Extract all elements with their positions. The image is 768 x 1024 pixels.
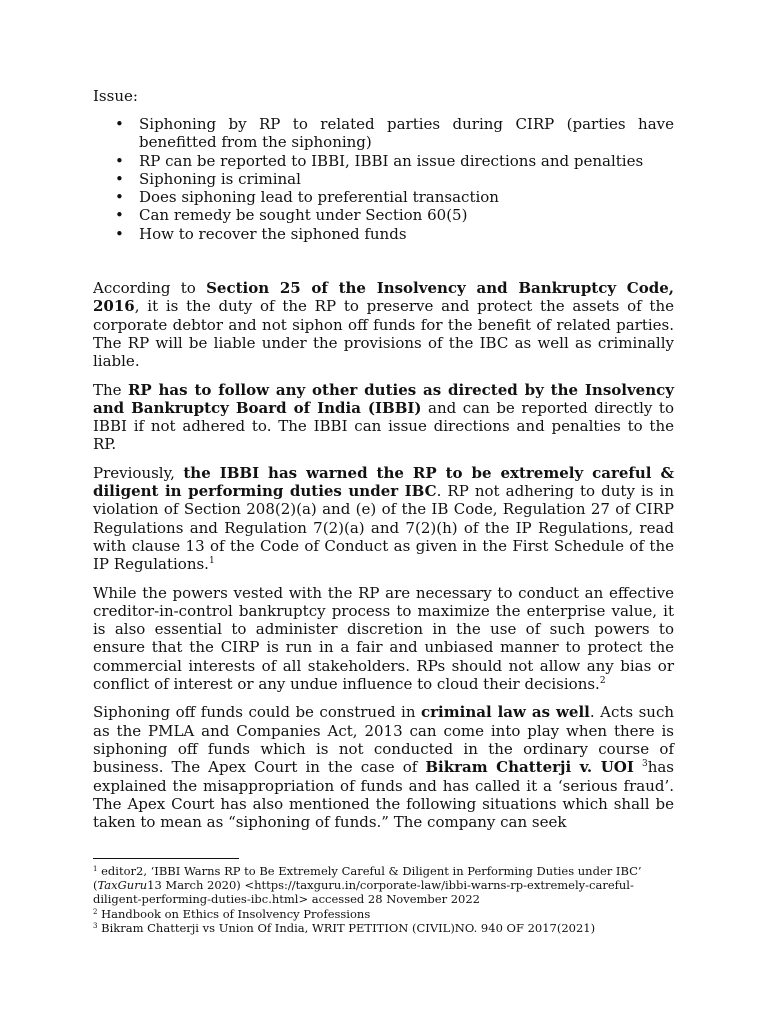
page-content	[93, 87, 674, 841]
bold-run: Bikram Chatterji v. UOI	[425, 758, 634, 777]
footnote-number: 2	[93, 907, 98, 916]
text-run: The	[93, 380, 128, 399]
bold-run: Section 25 of the Insolvency and Bankruptcy Code, 2016	[93, 279, 674, 316]
text-run: . Acts such as the PMLA and Companies Act, 2013 can come into play when there is siphoning off funds which is not conducted in the ordinary course of business. The Apex Court in the case of	[93, 703, 675, 777]
footnote-number: 3	[93, 921, 98, 930]
text-run: . RP not adhering to duty is in violation of Section 208(2)(a) and (e) of the IB Code, Regulation 27 of CIRP Regulations and Regulation 7(2)(a) and 7(2)(h) of the IP Regulations, read with clause 13 of the Code of Conduct as given in the First Schedule of the IP Regulations.	[93, 482, 674, 574]
text-run: and can be reported directly to IBBI if not adhered to. The IBBI can issue directions and penalties to the RP.	[93, 398, 674, 454]
footnote-ref[interactable]: 1	[208, 556, 215, 567]
footnote-text: editor2, ‘IBBI Warns RP to Be Extremely Careful & Diligent in Performing Duties under IBC’ (	[93, 864, 642, 893]
paragraph-section-25	[93, 279, 674, 370]
issue-item: • Can remedy be sought under Section 60(5)	[93, 206, 674, 224]
bold-run: RP has to follow any other duties as directed by the Insolvency and Bankruptcy Board of India (IBBI)	[93, 380, 674, 417]
footnote-italic: TaxGuru	[97, 878, 148, 893]
text-run: has explained the misappropriation of funds and has called it a ‘serious fraud’. The Apex Court has also mentioned the following situations which shall be taken to mean as “siphoning of funds.” The company can seek	[93, 758, 674, 832]
footnote-number: 1	[93, 865, 98, 873]
footnotes	[93, 864, 674, 935]
footnote-separator	[93, 858, 239, 859]
footnote-text: 13 March 2020) <https://taxguru.in/corporate-law/ibbi-warns-rp-extremely-careful-diligent-performing-duties-ibc.html> accessed 28 November 2022	[93, 878, 634, 907]
issue-item: • RP can be reported to IBBI, IBBI an issue directions and penalties	[93, 152, 674, 170]
paragraph-ibbi-warning	[93, 464, 674, 574]
paragraph-rp-powers	[93, 584, 674, 694]
text-run: Previously,	[93, 463, 184, 482]
issue-item: • Siphoning by RP to related parties during CIRP (parties have benefitted from the siphoning)	[93, 115, 674, 152]
paragraph-rp-duties	[93, 381, 674, 454]
issue-heading: Issue:	[93, 87, 138, 105]
footnote-1	[93, 864, 674, 907]
bold-run: criminal law as well	[421, 703, 590, 722]
footnote-ref[interactable]: 2	[599, 676, 606, 687]
issue-item: • How to recover the siphoned funds	[93, 225, 674, 243]
footnote-2	[93, 907, 674, 921]
footnote-text: Bikram Chatterji vs Union Of India, WRIT PETITION (CIVIL)NO. 940 OF 2017(2021)	[101, 920, 596, 935]
footnote-text: Handbook on Ethics of Insolvency Professions	[101, 906, 371, 921]
issue-item: • Does siphoning lead to preferential transaction	[93, 188, 674, 206]
issue-item: • Siphoning is criminal	[93, 170, 674, 188]
text-run: According to	[93, 279, 207, 298]
footnote-3	[93, 921, 674, 935]
bold-run: the IBBI has warned the RP to be extremely careful & diligent in performing duties under IBC	[93, 463, 674, 501]
text-run: While the powers vested with the RP are necessary to conduct an effective creditor-in-control bankruptcy process to maximize the enterprise value, it is also essential to administer discretion in the use of such powers to ensure that the CIRP is run in a fair and unbiased manner to protect the commercial interests of all stakeholders. RPs should not allow any bias or conflict of interest or any undue influence to cloud their decisions.	[93, 583, 674, 694]
footnote-ref[interactable]: 3	[641, 759, 648, 770]
issue-list	[93, 115, 674, 243]
paragraph-criminal-law	[93, 703, 674, 831]
text-run: , it is the duty of the RP to preserve and protect the assets of the corporate debtor and not siphon off funds for the benefit of related parties. The RP will be liable under the provisions of the IBC as well as criminally liable.	[93, 297, 674, 371]
text-run: Siphoning off funds could be construed in	[93, 703, 422, 722]
